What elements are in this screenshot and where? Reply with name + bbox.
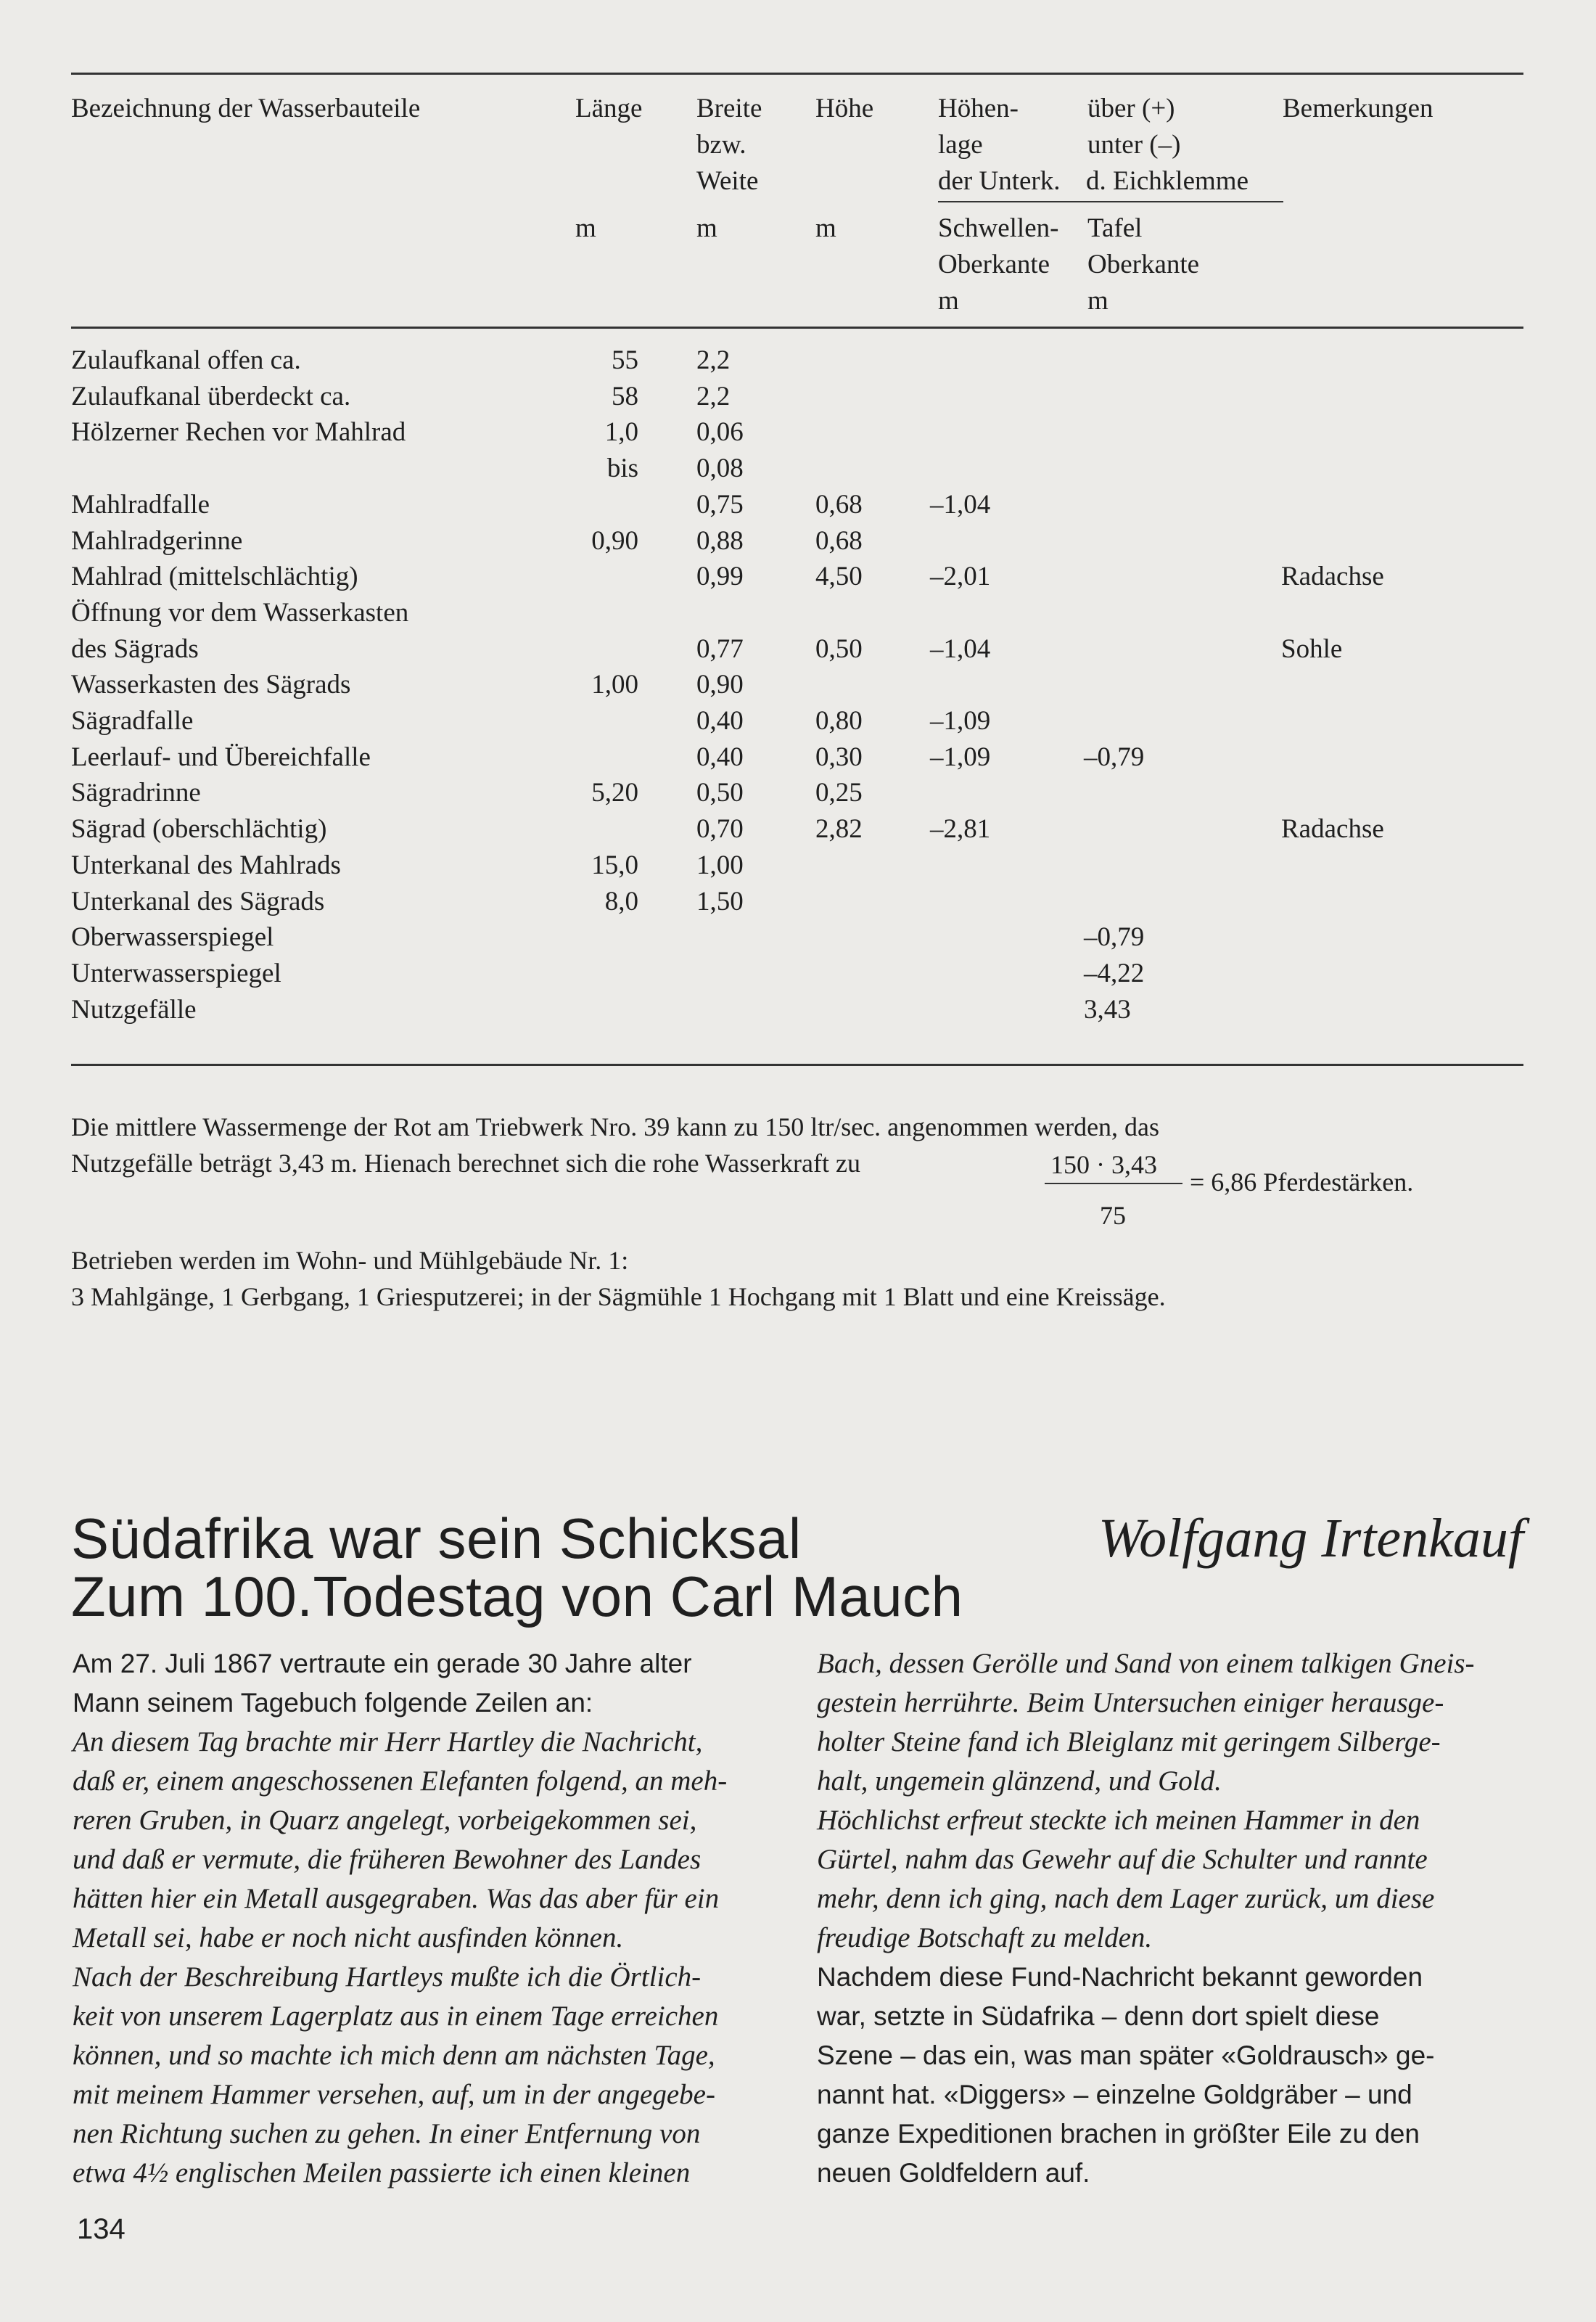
table-cell-name: Sägradfalle bbox=[71, 706, 194, 736]
table-cell-hoehe: 2,82 bbox=[815, 814, 863, 845]
table-cell-breite: 0,40 bbox=[696, 742, 744, 772]
table-cell-laenge: 1,0 bbox=[604, 417, 638, 448]
header-bottom-rule bbox=[71, 327, 1523, 329]
table-cell-laenge: 1,00 bbox=[591, 670, 638, 700]
article-line: etwa 4½ englischen Meilen passierte ich einen kleinen bbox=[73, 2157, 691, 2188]
header-hoehenlage-3: der Unterk. bbox=[938, 166, 1061, 196]
table-cell-name: Sägrad (oberschlächtig) bbox=[71, 814, 327, 845]
unit-hoehenlage-2: Oberkante bbox=[938, 250, 1050, 279]
table-cell-hoehenlage: –1,09 bbox=[930, 706, 991, 736]
article-line: mit meinem Hammer versehen, auf, um in der angegebe- bbox=[73, 2079, 715, 2110]
header-ueber-2: unter (–) bbox=[1087, 130, 1181, 160]
unit-ueber-2: Oberkante bbox=[1087, 250, 1200, 279]
fraction-bar bbox=[1045, 1183, 1182, 1184]
article-line: können, und so machte ich mich denn am nächsten Tage, bbox=[73, 2040, 715, 2071]
article-line: und daß er vermute, die früheren Bewohner des Landes bbox=[73, 1844, 702, 1875]
article-line: Bach, dessen Gerölle und Sand von einem talkigen Gneis- bbox=[817, 1648, 1475, 1679]
unit-ueber-3: m bbox=[1087, 286, 1108, 316]
header-span-rule bbox=[938, 201, 1283, 202]
table-cell-bem: Radachse bbox=[1281, 814, 1384, 845]
unit-laenge: m bbox=[575, 213, 596, 243]
article-title: Südafrika war sein Schicksal bbox=[71, 1506, 802, 1570]
article-line: war, setzte in Südafrika – denn dort spielt diese bbox=[817, 2001, 1380, 2031]
table-cell-breite: 2,2 bbox=[696, 381, 731, 411]
unit-breite: m bbox=[696, 213, 717, 243]
table-cell-name: Mahlradfalle bbox=[71, 489, 210, 520]
table-cell-ueber: –0,79 bbox=[1084, 922, 1145, 953]
table-cell-hoehenlage: –1,04 bbox=[930, 633, 991, 664]
article-line: Szene – das ein, was man später «Goldrausch» ge- bbox=[817, 2040, 1435, 2070]
table-cell-bem: Radachse bbox=[1281, 562, 1384, 592]
table-cell-ueber: –4,22 bbox=[1084, 958, 1145, 988]
table-cell-name: des Sägrads bbox=[71, 633, 199, 664]
header-hoehe: Höhe bbox=[815, 94, 874, 123]
table-cell-ueber: 3,43 bbox=[1084, 994, 1131, 1025]
table-cell-hoehe: 4,50 bbox=[815, 562, 863, 592]
table-cell-breite: 0,06 bbox=[696, 417, 744, 448]
article-line: keit von unserem Lagerplatz aus in einem Tage erreichen bbox=[73, 2001, 719, 2032]
table-cell-name: Öffnung vor dem Wasserkasten bbox=[71, 597, 409, 628]
table-cell-name: Sägradrinne bbox=[71, 778, 201, 808]
article-author: Wolfgang Irtenkauf bbox=[1098, 1508, 1523, 1569]
table-cell-breite: 0,75 bbox=[696, 489, 744, 520]
table-cell-name: Mahlrad (mittelschlächtig) bbox=[71, 562, 358, 592]
table-cell-hoehenlage: –1,04 bbox=[930, 489, 991, 520]
table-cell-hoehe: 0,30 bbox=[815, 742, 863, 772]
table-cell-breite: 0,08 bbox=[696, 454, 744, 484]
table-cell-name: Leerlauf- und Übereichfalle bbox=[71, 742, 371, 772]
table-cell-laenge: 5,20 bbox=[591, 778, 638, 808]
table-cell-laenge: 8,0 bbox=[604, 886, 638, 916]
article-column-right bbox=[817, 1644, 1542, 2193]
table-cell-hoehe: 0,25 bbox=[815, 778, 863, 808]
article-line: Metall sei, habe er noch nicht ausfinden können. bbox=[73, 1922, 624, 1953]
article-line: neuen Goldfeldern auf. bbox=[817, 2158, 1090, 2188]
table-cell-breite: 0,99 bbox=[696, 562, 744, 592]
page-number: 134 bbox=[77, 2213, 126, 2245]
article-line: Mann seinem Tagebuch folgende Zeilen an: bbox=[73, 1688, 593, 1718]
article-line: Gürtel, nahm das Gewehr auf die Schulter und rannte bbox=[817, 1844, 1428, 1875]
equipment-line-1: Betrieben werden im Wohn- und Mühlgebäude Nr. 1: bbox=[71, 1246, 629, 1275]
article-line: gestein herrührte. Beim Untersuchen einiger herausge- bbox=[817, 1687, 1444, 1718]
equipment-line-2: 3 Mahlgänge, 1 Gerbgang, 1 Griesputzerei; in der Sägmühle 1 Hochgang mit 1 Blatt und eine Kreissäge. bbox=[71, 1282, 1166, 1311]
table-cell-breite: 1,00 bbox=[696, 850, 744, 880]
table-cell-name: Mahlradgerinne bbox=[71, 525, 243, 556]
table-cell-breite: 0,70 bbox=[696, 814, 744, 845]
header-ueber-1: über (+) bbox=[1087, 94, 1175, 123]
header-hoehenlage-1: Höhen- bbox=[938, 94, 1019, 123]
table-cell-hoehe: 0,50 bbox=[815, 633, 863, 664]
table-cell-hoehenlage: –1,09 bbox=[930, 742, 991, 772]
article-column-left bbox=[73, 1644, 798, 2193]
header-laenge: Länge bbox=[575, 94, 643, 123]
table-cell-name: Unterkanal des Sägrads bbox=[71, 886, 325, 916]
calc-result: = 6,86 Pferdestärken. bbox=[1190, 1168, 1414, 1197]
table-cell-hoehe: 0,80 bbox=[815, 706, 863, 736]
table-cell-name: Unterwasserspiegel bbox=[71, 958, 281, 988]
article-line: Am 27. Juli 1867 vertraute ein gerade 30 Jahre alter bbox=[73, 1649, 692, 1678]
header-hoehenlage-2: lage bbox=[938, 130, 983, 160]
fraction-denominator: 75 bbox=[1100, 1201, 1126, 1230]
header-breite-3: Weite bbox=[696, 166, 759, 196]
fraction-numerator: 150 · 3,43 bbox=[1050, 1150, 1157, 1179]
table-cell-breite: 0,77 bbox=[696, 633, 744, 664]
table-cell-name: Oberwasserspiegel bbox=[71, 922, 274, 953]
header-breite-1: Breite bbox=[696, 94, 762, 123]
article-line: Nachdem diese Fund-Nachricht bekannt geworden bbox=[817, 1962, 1423, 1992]
article-line: holter Steine fand ich Bleiglanz mit geringem Silberge- bbox=[817, 1726, 1441, 1757]
header-bezeichnung: Bezeichnung der Wasserbauteile bbox=[71, 94, 421, 123]
article-subtitle: Zum 100.Todestag von Carl Mauch bbox=[71, 1564, 963, 1628]
table-cell-laenge: 55 bbox=[612, 345, 638, 375]
table-cell-breite: 1,50 bbox=[696, 886, 744, 916]
table-cell-hoehe: 0,68 bbox=[815, 525, 863, 556]
table-cell-bem: Sohle bbox=[1281, 633, 1343, 664]
table-cell-laenge: 0,90 bbox=[591, 525, 638, 556]
article-line: An diesem Tag brachte mir Herr Hartley die Nachricht, bbox=[73, 1726, 703, 1757]
article-line: ganze Expeditionen brachen in größter Eile zu den bbox=[817, 2119, 1420, 2149]
table-cell-hoehenlage: –2,81 bbox=[930, 814, 991, 845]
header-breite-2: bzw. bbox=[696, 130, 746, 160]
table-cell-breite: 0,40 bbox=[696, 706, 744, 736]
header-ueber-3: d. Eichklemme bbox=[1086, 166, 1249, 196]
table-cell-ueber: –0,79 bbox=[1084, 742, 1145, 772]
table-cell-name: Unterkanal des Mahlrads bbox=[71, 850, 341, 880]
article-line: reren Gruben, in Quarz angelegt, vorbeigekommen sei, bbox=[73, 1805, 697, 1836]
article-line: hätten hier ein Metall ausgegraben. Was das aber für ein bbox=[73, 1883, 720, 1914]
table-cell-hoehenlage: –2,01 bbox=[930, 562, 991, 592]
table-cell-name: Zulaufkanal überdeckt ca. bbox=[71, 381, 351, 411]
table-cell-name: Zulaufkanal offen ca. bbox=[71, 345, 301, 375]
table-cell-laenge: 15,0 bbox=[591, 850, 638, 880]
article-line: halt, ungemein glänzend, und Gold. bbox=[817, 1765, 1222, 1797]
table-cell-breite: 0,90 bbox=[696, 670, 744, 700]
article-line: freudige Botschaft zu melden. bbox=[817, 1922, 1153, 1953]
table-cell-hoehe: 0,68 bbox=[815, 489, 863, 520]
calc-line-2: Nutzgefälle beträgt 3,43 m. Hienach berechnet sich die rohe Wasserkraft zu bbox=[71, 1149, 860, 1178]
table-cell-laenge: 58 bbox=[612, 381, 638, 411]
calc-line-1: Die mittlere Wassermenge der Rot am Triebwerk Nro. 39 kann zu 150 ltr/sec. angenommen werden, das bbox=[71, 1112, 1160, 1141]
article-line: mehr, denn ich ging, nach dem Lager zurück, um diese bbox=[817, 1883, 1435, 1914]
article-line: daß er, einem angeschossenen Elefanten folgend, an meh- bbox=[73, 1765, 728, 1797]
unit-ueber-1: Tafel bbox=[1087, 213, 1143, 243]
table-cell-breite: 0,50 bbox=[696, 778, 744, 808]
unit-hoehenlage-3: m bbox=[938, 286, 959, 316]
table-top-rule bbox=[71, 73, 1523, 75]
table-bottom-rule bbox=[71, 1064, 1523, 1066]
unit-hoehenlage-1: Schwellen- bbox=[938, 213, 1059, 243]
article-line: nen Richtung suchen zu gehen. In einer Entfernung von bbox=[73, 2118, 701, 2149]
table-cell-laenge: bis bbox=[606, 454, 638, 484]
article-line: Höchlichst erfreut steckte ich meinen Hammer in den bbox=[817, 1805, 1420, 1836]
table-cell-name: Hölzerner Rechen vor Mahlrad bbox=[71, 417, 406, 448]
article-line: Nach der Beschreibung Hartleys mußte ich die Örtlich- bbox=[73, 1961, 702, 1993]
article-line: nannt hat. «Diggers» – einzelne Goldgräber – und bbox=[817, 2080, 1412, 2109]
table-cell-breite: 0,88 bbox=[696, 525, 744, 556]
unit-hoehe: m bbox=[815, 213, 836, 243]
table-cell-name: Nutzgefälle bbox=[71, 994, 197, 1025]
table-cell-name: Wasserkasten des Sägrads bbox=[71, 670, 351, 700]
table-cell-breite: 2,2 bbox=[696, 345, 731, 375]
header-bemerkungen: Bemerkungen bbox=[1283, 94, 1433, 123]
